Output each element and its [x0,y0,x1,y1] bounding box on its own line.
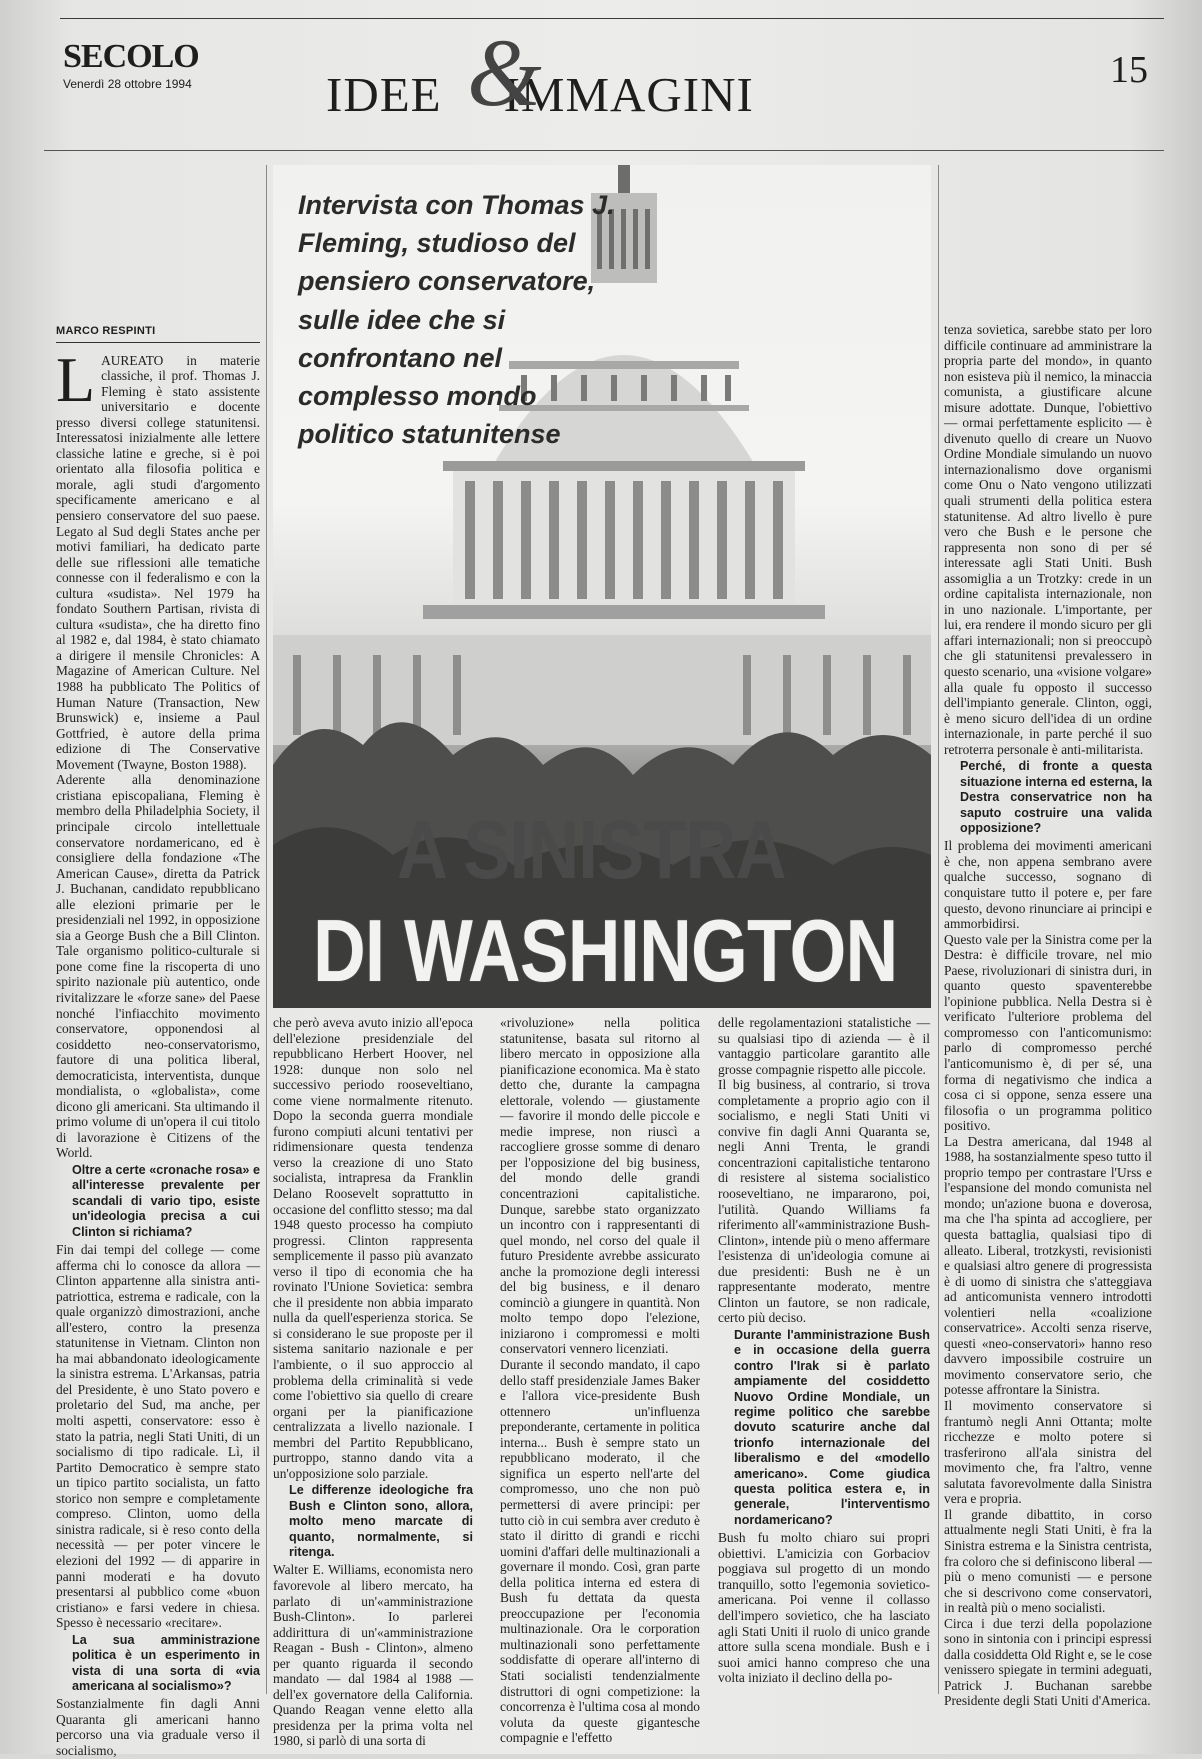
section-ampersand: & [467,19,543,126]
issue-date: Venerdì 28 ottobre 1994 [63,77,192,91]
column-divider [938,165,939,1694]
col4-paragraph-3: Bush fu molto chiaro sui propri obiettivi. L'amicizia con Gorbaciov poggiava sul progetto di un mondo tranquillo, sotto l'egemonia sovietico-americana. Poi venne il collasso dell'impero sovietico, che ha lasciato agli Stati Uniti il ruolo di unico grande attore sulla scena mondiale. Bush e i suoi amici hanno compreso che una volta iniziato il declino della po- [718,1530,930,1686]
col3-paragraph-2: Durante il secondo mandato, il capo dello staff presidenziale James Baker e l'allora vice-presidente Bush ottennero un'influenza preponderante, certamente in politica interna... Bush è sempre stato un repubblicano moderato, il che significa un esperto nell'arte del compromesso, uno che non può permettersi di avere principi: per tutto ciò in cui sembra aver creduto è stato il diritto di grandi e ricchi uomini d'affari delle multinazionali a governare il mondo. Così, gran parte della politica interna ed estera di Bush fu dettata da questa preoccupazione per l'economia multinazionale. Ora le corporation multinazionali sono perfettamente soddisfatte di operare all'interno di Stati socialisti tendenzialmente distruttori di ogni competizione: la concorrenza è l'ultima cosa al mondo voluta da queste gigantesche compagnie e l'effetto [500,1357,700,1746]
header-rule [44,150,1164,151]
col2-question-1: Le differenze ideologiche fra Bush e Clinton sono, allora, molto meno marcate di quanto, normalmente, si ritenga. [289,1483,473,1560]
newspaper-logo: SECOLO [63,38,199,75]
col2-paragraph-2: Walter E. Williams, economista nero favorevole al libero mercato, ha parlato di un'«amministrazione Bush-Clinton». Io parlerei addirittura di un'«amministrazione Reagan - Bush - Clinton», almeno per quanto riguarda il secondo mandato — dal 1984 al 1988 — dell'ex governatore della California. Quando Reagan venne eletto alla presidenza per la prima volta nel 1980, si parlò di una sorta di [273,1562,473,1749]
col5-paragraph-3: Questo vale per la Sinistra come per la Destra: è difficile trovare, nel mio Paese, rivoluzionari di sinistra duri, in quanto questo spaventerebbe l'opinione pubblica. Nella Destra si è verificato l'ulteriore problema del compromesso con l'anticomunismo: parlo di compromesso perché l'anticomunismo è, di per sé, una forma di negativismo che indica a cosa ci si oppone, senza essere una filosofia o un programma politico positivo. [944,931,1152,1134]
headline-line-1: A SINISTRA [397,803,786,896]
col1-paragraph-4: Sostanzialmente fin dagli Anni Quaranta gli americani hanno percorso una via graduale verso il socialismo, [56,1696,260,1758]
col4-paragraph-1: delle regolamentazioni statalistiche — su qualsiasi tipo di azienda — è il vantaggio particolare garantito alle grosse compagnie rispetto alle piccole. [718,1015,930,1077]
col5-paragraph-5: Il movimento conservatore si frantumò negli Anni Ottanta; molte ricchezze e molto potere si trasferirono all'ala sinistra del movimento che, fra l'altro, venne salutata favorevolmente dalla Sinistra vera e propria. [944,1398,1152,1507]
section-word-immagini: IMMAGINI [503,67,754,122]
col4-question-1: Durante l'amministrazione Bush e in occasione della guerra contro l'Irak si è parlato ampiamente del cosiddetto Nuovo Ordine Mondiale, un regime politico che sarebbe dovuto scaturire anche dal trionfo internazionale del liberalismo e del «modello americano». Come giudica questa politica estera e, in generale, l'interventismo nordamericano? [734,1327,930,1527]
column-3 [500,1015,700,1746]
section-word-idee: IDEE [326,67,442,122]
col3-paragraph-1: «rivoluzione» nella politica statunitense, basata sul ritorno al libero mercato in opposizione alla pianificazione economica. Ma è stato detto che, durante la campagna elettorale, volendo — giustamente — favorire il mondo delle piccole e medie imprese, non riuscì a raccogliere grosse somme di denaro per l'opposizione del big business, del mondo delle grandi concentrazioni capitalistiche. Dunque, sarebbe stato organizzato un incontro con i rappresentanti di quel mondo, nel corso del quale il futuro Presidente avrebbe assicurato anche la promozione degli interessi del big business, e il denaro cominciò a giungere in quantità. Non molto tempo dopo l'elezione, iniziarono i compromessi e molti conservatori vennero licenziati. [500,1015,700,1357]
col1-paragraph-3: Fin dai tempi del college — come afferma chi lo conosce da allora — Clinton appartenne alla sinistra anti-patriottica, estrema e radicale, con la quale organizzò dimostrazioni, anche all'estero, contro la presenza statunitense in Vietnam. Clinton non ha mai abbandonato ideologicamente la sinistra estrema. L'Arkansas, patria del Presidente, è uno Stato povero e proletario del Sud, ma anche, per molti aspetti, conservatore: esso è stato la patria, negli Stati Uniti, di un socialismo di tipo radicale. Lì, il Partito Democratico è sempre stato un tipico partito socialista, un fatto storico non sempre e completamente compreso. Clinton, uomo della sinistra radicale, si è reso conto della necessità — per poter vincere le elezioni del 1992 — di apparire in panni moderati e ha dovuto presentarsi al pubblico come «buon cristiano» e farsi vedere in chiesa. Spesso è necessario «recitare». [56,1242,260,1631]
col1-paragraph-1: AUREATO in materie classiche, il prof. Thomas J. Fleming è stato assistente universitario e docente presso diversi college statunitensi. Interessatosi inizialmente alle lettere classiche latine e greche, si è poi orientato alla filosofia politica e morale, agli studi d'argomento specificamente americano e al pensiero conservatore del suo paese. Legato al Sud degli States anche per motivi familiari, ha dedicato parte delle sue riflessioni alle tematiche connesse con il federalismo e con la cultura «sudista». Nel 1979 ha fondato Southern Partisan, rivista di cultura «sudista», che ha diretto fino al 1982 e, dal 1984, è stato chiamato a dirigere il mensile Chronicles: A Magazine of American Culture. Nel 1988 ha pubblicato The Politics of Human Nature (Transaction, New Brunswick) e, insieme a Paul Gottfried, è autore della prima edizione di The Conservative Movement (Twayne, Boston 1988). [56,352,260,772]
column-4 [718,1015,930,1693]
masthead [63,40,199,91]
column-2 [273,1015,473,1749]
column-divider [266,165,267,1694]
byline: MARCO RESPINTI [56,324,260,343]
col2-paragraph-1: che però aveva avuto inizio all'epoca dell'elezione presidenziale del repubblicano Herbert Hoover, nel 1928: dunque non solo nel successivo periodo rooseveltiano, come viene normalmente ritenuto. Dopo la seconda guerra mondiale furono compiuti alcuni tentativi per ridimensionare questa tendenza verso la creazione di uno Stato socialista, intrapresa da Franklin Delano Roosevelt soprattutto in occasione del conflitto stesso; ma dal 1948 questo processo ha compiuto progressi. Clinton rappresenta semplicemente il passo più avanzato verso il tipo di economia che ha rovinato l'Unione Sovietica: sembra che il presidente non abbia imparato nulla da quell'esperienza storica. Se si considerano le sue proposte per il sistema sanitario nazionale e per l'ambiente, o il suo approccio al problema della criminalità si vede come l'obiettivo sia quello di creare organi per la pianificazione centralizzata a livello nazionale. I membri del Partito Repubblicano, purtroppo, stanno dando vita a un'opposizione solo parziale. [273,1015,473,1481]
headline-line-2: DI WASHINGTON [313,901,898,1000]
col5-paragraph-1: tenza sovietica, sarebbe stato per loro difficile continuare ad amministrare la propria parte del mondo», in quanto non esisteva più il nemico, la minaccia comunista, a giustificare alcune misure adottate. Dunque, l'obiettivo — ormai perfettamente esplicito — è divenuto quello di creare un Nuovo Ordine Mondiale simulando un nuovo internazionalismo dove organismi come Onu o Nato vengono utilizzati quali strumenti della politica estera statunitense. Ad altro livello è pure vero che Bush e le persone che rappresenta non sono di per sé interessate agli Stati Uniti. Bush assomiglia a un Trotzky: crede in un ordine capitalista internazionale, non in uno nazionale. L'importante, per lui, era rendere il mondo sicuro per gli affari internazionali; non si preoccupò che gli statunitensi prevalessero in questo scenario, una «visione volgare» alla quale fu opposto il successo dell'impianto generale. Clinton, oggi, è meno sicuro dell'idea di un ordine internazionale, in parte perché il suo retroterra personale è anti-militarista. [944,322,1152,757]
intro-blurb: Intervista con Thomas J. Fleming, studioso del pensiero conservatore, sulle idee che si confrontano nel complesso mondo politico statunitense [298,190,615,450]
col5-question-1: Perché, di fronte a questa situazione interna ed esterna, la Destra conservatrice non ha saputo costruire una valida opposizione? [960,759,1152,835]
col5-paragraph-4: La Destra americana, dal 1948 al 1988, ha sostanzialmente speso tutto il proprio tempo per contrastare l'Urss e l'espansione del mondo comunista nel mondo; un'azione buona e doverosa, ma che l'ha spinta ad accogliere, per questa battaglia, qualsiasi tipo di alleato. Liberal, trotzkysti, revisionisti e qualsiasi altro genere di progressista è di uomo di sinistra che s'atteggiava ad anticomunista vennero introdotti volentieri nella «coalizione conservatrice». Accolti senza riserve, questi «neo-conservatori» hanno reso davvero impossibile costruire un movimento conservatore serio, che potesse affrontare la Sinistra. [944,1133,1152,1398]
page-number: 15 [1110,49,1148,91]
col1-paragraph-2: Aderente alla denominazione cristiana episcopaliana, Fleming è membro della Philadelphia Society, il principale circolo intellettuale conservatore nordamericano, ed è consigliere della fondazione «The American Cause», diretta da Patrick J. Buchanan, candidato repubblicano alle elezioni primarie per le presidenziali nel 1992, in opposizione sia a George Bush che a Bill Clinton. Tale organismo politico-culturale si pone come fine la riscoperta di uno spirito nazionale più autentico, onde rivitalizzare le «forze sane» del Paese nonché l'infiacchito movimento conservatore, opponendosi al cosiddetto neo-conservatorismo, fautore di una politica liberal, democraticista, interventista, dunque mondialista, o «globalista», come dicono gli americani. Sta ultimando il primo volume di un'opera il cui titolo di lavorazione è Citizens of the World. [56,772,260,1161]
col5-paragraph-6: Il grande dibattito, in corso attualmente negli Stati Uniti, è fra la Sinistra estrema e la Sinistra centrista, fra coloro che si definiscono liberal — più o meno comunisti — e persone che si descrivono come conservatori, in realtà più o meno socialisti. [944,1506,1152,1616]
column-5 [944,322,1152,1709]
section-title [326,19,754,126]
drop-cap: L [56,343,96,415]
col4-paragraph-2: Il big business, al contrario, si trova completamente a proprio agio con il socialismo, e negli Stati Uniti vi convive fin dagli Anni Quaranta se, negli Anni Trenta, le grandi concentrazioni capitalistiche tentarono di resistere al sistema socialistico rooseveltiano, ne impararono, poi, l'utilità. Quando Williams fa riferimento all'«amministrazione Bush-Clinton», intende più o meno affermare l'esistenza di un'ideologia comune ai due presidenti: Bush ne è un rappresentante moderato, mentre Clinton un fautore, se non radicale, certo più deciso. [718,1077,930,1326]
col1-question-1: Oltre a certe «cronache rosa» e all'interesse prevalente per scandali di vario tipo, esiste un'ideologia precisa a cui Clinton si richiama? [72,1162,260,1239]
column-1 [56,324,260,1758]
col5-paragraph-2: Il problema dei movimenti americani è che, non appena sembrano avere qualche successo, sognano di conquistare tutto il potere e, per fare questo, devono rinunciare ai principi e ammorbidirsi. [944,838,1152,932]
col5-paragraph-7: Circa i due terzi della popolazione sono in sintonia con i principi espressi dalla cosiddetta Old Right e, se le cose venissero spiegate in termini adeguati, Patrick J. Buchanan sarebbe Presidente degli Stati Uniti d'America. [944,1615,1152,1709]
col1-question-2: La sua amministrazione politica è un esperimento in vista di una sorta di «via americana al socialismo»? [72,1632,260,1693]
top-rule [60,18,1164,19]
